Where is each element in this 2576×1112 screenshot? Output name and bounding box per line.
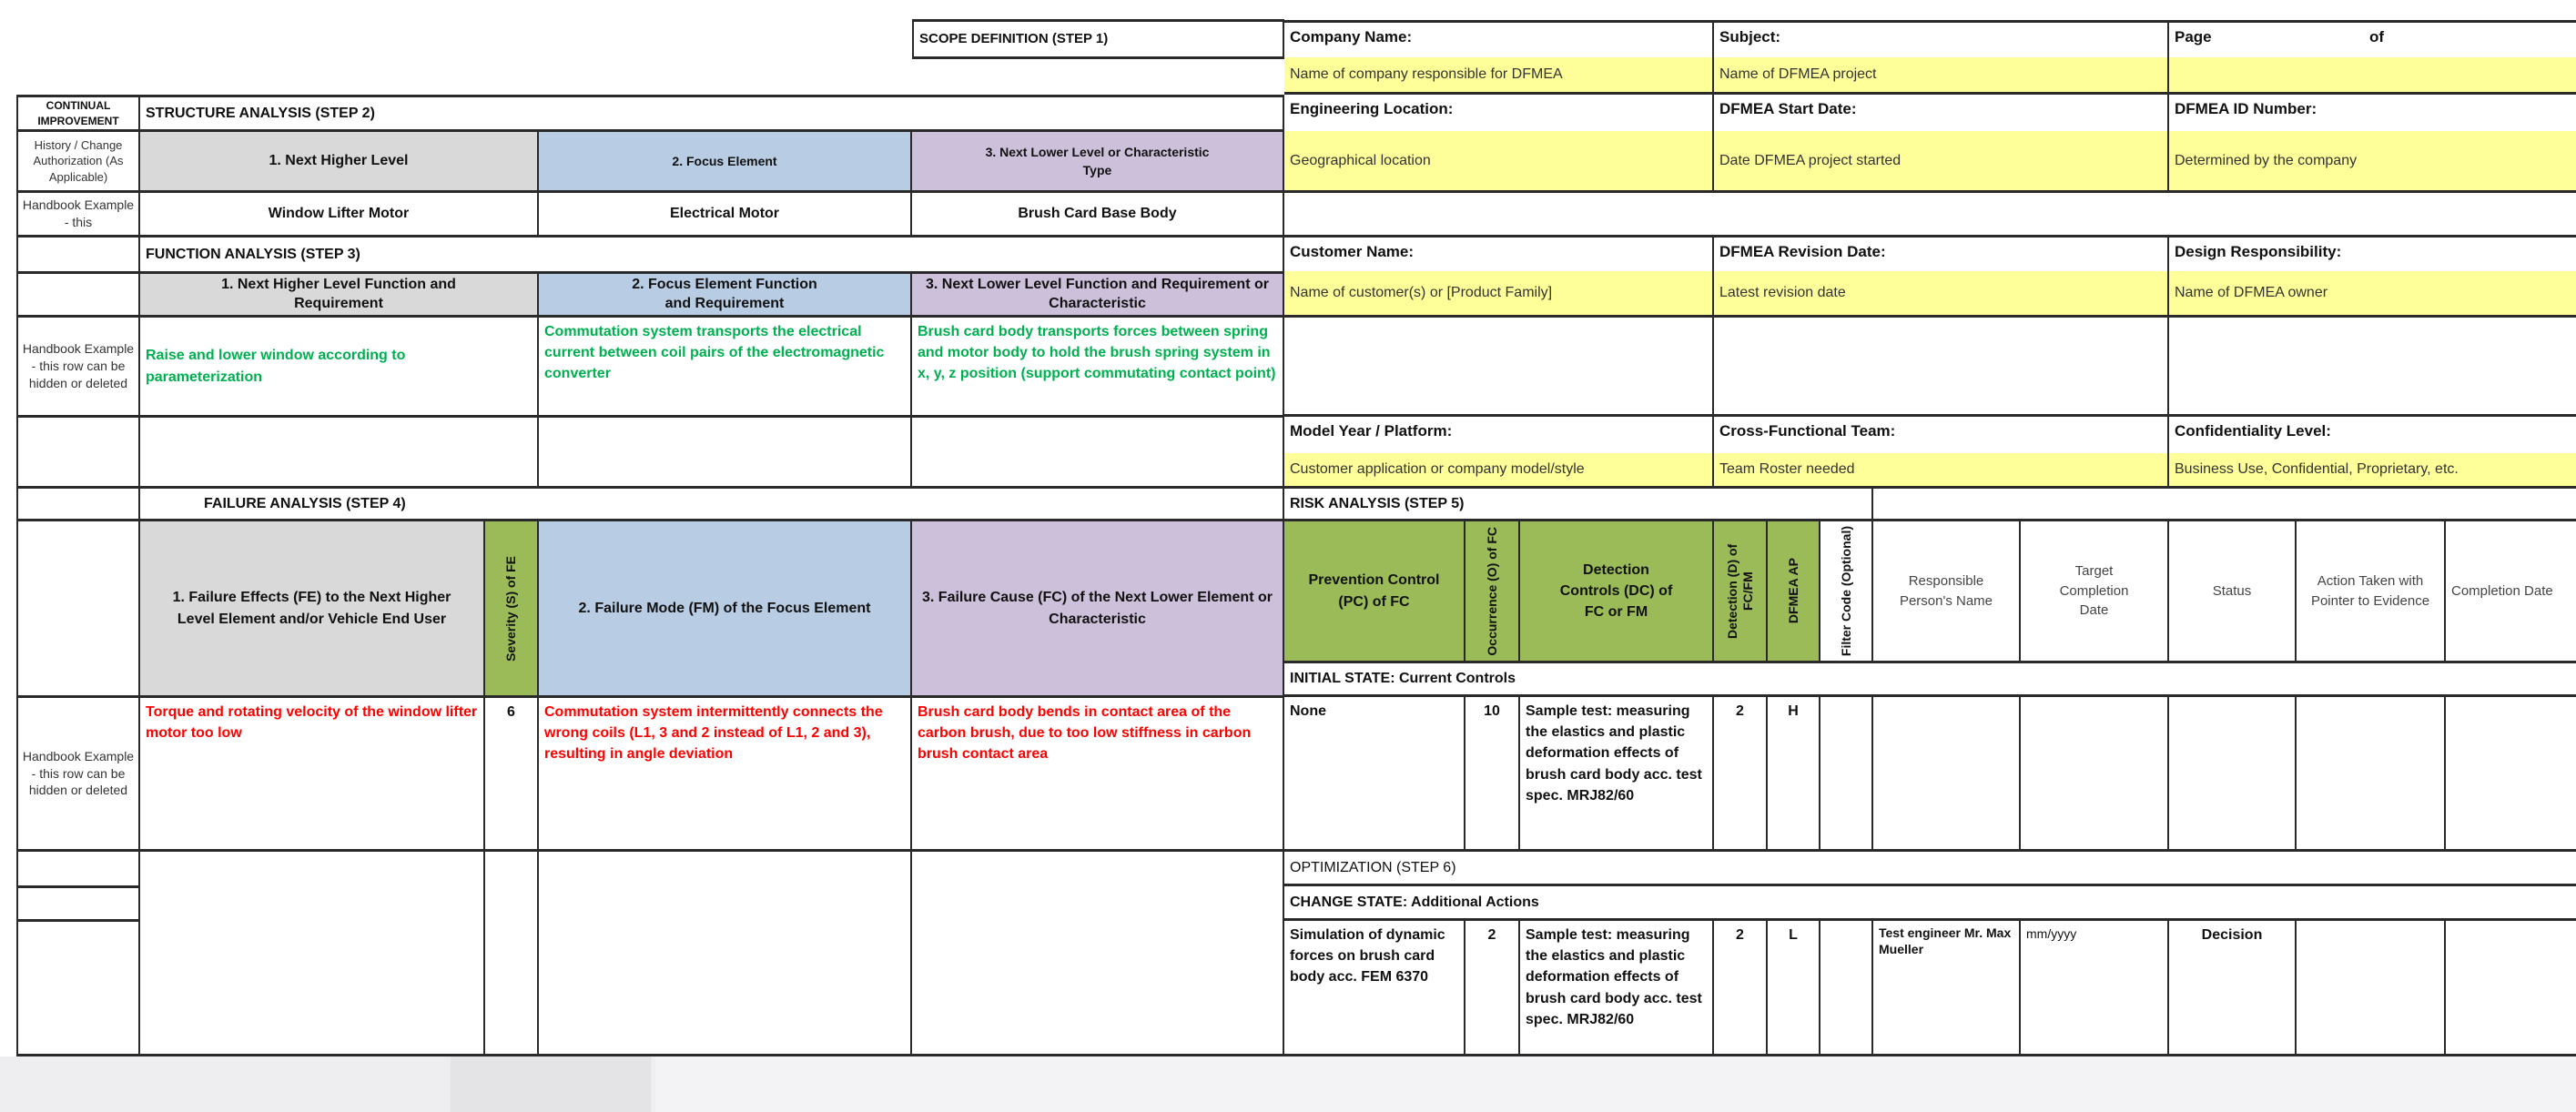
subject-field[interactable]: Name of DFMEA project (1714, 57, 2169, 95)
history-label: History / Change Authorization (As Applicable) (16, 132, 140, 193)
side-blank (16, 922, 140, 1056)
function-header-focus: 2. Focus Element Function and Requirement (539, 274, 912, 318)
function-value-focus: Commutation system transports the electrical current between coil pairs of the electromagnetic converter (539, 318, 912, 418)
model-year-label: Model Year / Platform: (1284, 417, 1714, 453)
company-name-field[interactable]: Name of company responsible for DFMEA (1284, 57, 1714, 95)
initial-ap-value: H (1768, 697, 1820, 852)
confidentiality-label: Confidentiality Level: (2175, 422, 2331, 440)
change-detection-value: 2 (1714, 921, 1768, 1056)
failure-analysis-title: FAILURE ANALYSIS (STEP 4) (140, 489, 1284, 521)
model-year-field[interactable]: Customer application or company model/style (1284, 453, 1714, 489)
blank-cell (912, 418, 1284, 489)
page-of-text: of (2369, 28, 2385, 45)
function-value-higher: Raise and lower window according to parameterization (140, 318, 539, 418)
id-number-label: DFMEA ID Number: (2175, 100, 2317, 117)
company-name-label: Company Name: (1284, 20, 1714, 57)
side-blank (16, 274, 140, 318)
page-field[interactable] (2169, 57, 2576, 95)
page-text: Page (2175, 28, 2212, 45)
initial-detection-value: 2 (1714, 697, 1768, 852)
initial-detection-controls-value: Sample test: measuring the elastics and plastic deformation effects of brush card body acc. test spec. MRJ82/60 (1520, 697, 1714, 852)
risk-header-detection-controls: Detection Controls (DC) of FC or FM (1520, 521, 1714, 663)
structure-value-focus: Electrical Motor (539, 193, 912, 238)
initial-action-cell (2297, 697, 2446, 852)
change-occurrence-value: 2 (1465, 921, 1520, 1056)
change-action-cell (2297, 921, 2446, 1056)
blank-cell (1284, 318, 1714, 417)
change-completion-cell (2446, 921, 2576, 1056)
failure-mode-value: Commutation system intermittently connects the wrong coils (L1, 3 and 2 instead of L1, 2 and 3), resulting in angle deviation (539, 698, 912, 852)
change-responsible-value: Test engineer Mr. Max Mueller (1873, 921, 2021, 1056)
structure-analysis-title: STRUCTURE ANALYSIS (STEP 2) (140, 95, 1284, 132)
initial-filter-cell (1820, 697, 1873, 852)
confidentiality-field[interactable]: Business Use, Confidential, Proprietary, etc. (2169, 453, 2576, 489)
change-filter-cell (1820, 921, 1873, 1056)
occurrence-header-text: Occurrence (O) of FC (1484, 526, 1499, 656)
risk-header-ap (1768, 521, 1820, 663)
structure-header-lower: 3. Next Lower Level or Characteristic Type (912, 132, 1284, 193)
blank-cell (140, 418, 539, 489)
side-blank (16, 852, 140, 888)
design-responsibility-label: Design Responsibility: (2175, 243, 2342, 260)
change-prevention-value: Simulation of dynamic forces on brush card body acc. FEM 6370 (1284, 921, 1465, 1056)
change-target-value: mm/yyyy (2021, 921, 2169, 1056)
page-label (2169, 20, 2576, 57)
initial-target-cell (2021, 697, 2169, 852)
initial-state-title: INITIAL STATE: Current Controls (1284, 663, 2576, 697)
blank-cell (1873, 489, 2576, 521)
risk-header-prevention: Prevention Control (PC) of FC (1284, 521, 1465, 663)
structure-value-higher: Window Lifter Motor (140, 193, 539, 238)
risk-analysis-title: RISK ANALYSIS (STEP 5) (1284, 489, 1873, 521)
blank-cell (1284, 193, 2576, 238)
subject-label: Subject: (1714, 20, 2169, 57)
structure-header-focus: 2. Focus Element (539, 132, 912, 193)
start-date-label: DFMEA Start Date: (1714, 95, 2169, 131)
structure-value-lower: Brush Card Base Body (912, 193, 1284, 238)
structure-header-higher: 1. Next Higher Level (140, 132, 539, 193)
start-date-field[interactable]: Date DFMEA project started (1714, 131, 2169, 193)
header-completion-date: Completion Date (2446, 521, 2576, 663)
blank-cell (539, 852, 912, 1056)
failure-cause-value: Brush card body bends in contact area of the carbon brush, due to too low stiffness in carbon brush contact area (912, 698, 1284, 852)
failure-effect-value: Torque and rotating velocity of the window lifter motor too low (140, 698, 485, 852)
handbook-example-label: Handbook Example - this (16, 193, 140, 238)
optimization-title: OPTIMIZATION (STEP 6) (1284, 852, 2576, 886)
change-ap-value: L (1768, 921, 1820, 1056)
revision-date-field[interactable]: Latest revision date (1714, 271, 2169, 318)
blank-cell (140, 852, 485, 1056)
blank-cell (539, 418, 912, 489)
change-status-value: Decision (2169, 921, 2297, 1056)
risk-header-filter (1820, 521, 1873, 663)
handbook-example-label: Handbook Example - this row can be hidden or deleted (16, 698, 140, 852)
blank-cell (485, 852, 539, 1056)
side-blank (16, 418, 140, 489)
blank-cell (1714, 318, 2169, 417)
team-field[interactable]: Team Roster needed (1714, 453, 2169, 489)
failure-header-fm: 2. Failure Mode (FM) of the Focus Element (539, 521, 912, 698)
continual-improvement-label: CONTINUAL IMPROVEMENT (16, 95, 140, 132)
customer-name-field[interactable]: Name of customer(s) or [Product Family] (1284, 271, 1714, 318)
risk-header-detection (1714, 521, 1768, 663)
engineering-location-field[interactable]: Geographical location (1284, 131, 1714, 193)
function-value-lower: Brush card body transports forces between spring and motor body to hold the brush spring system in x, y, z position (support commutating contact point) (912, 318, 1284, 418)
initial-completion-cell (2446, 697, 2576, 852)
initial-occurrence-value: 10 (1465, 697, 1520, 852)
failure-header-fc: 3. Failure Cause (FC) of the Next Lower Element or Characteristic (912, 521, 1284, 698)
side-blank (16, 238, 140, 274)
header-target-date: Target Completion Date (2021, 521, 2169, 663)
function-header-lower: 3. Next Lower Level Function and Requirement or Characteristic (912, 274, 1284, 318)
sheet-background-strip (0, 1056, 2576, 1112)
failure-header-fe: 1. Failure Effects (FE) to the Next Higher Level Element and/or Vehicle End User (140, 521, 485, 698)
failure-header-severity (485, 521, 539, 698)
severity-header-text: Severity (S) of FE (503, 555, 519, 662)
risk-header-occurrence (1465, 521, 1520, 663)
function-header-higher: 1. Next Higher Level Function and Requirement (140, 274, 539, 318)
design-responsibility-field[interactable]: Name of DFMEA owner (2169, 271, 2576, 318)
detection-header-text: Detection (D) of FC/FM (1724, 543, 1755, 639)
initial-prevention-value: None (1284, 697, 1465, 852)
handbook-example-label: Handbook Example - this row can be hidden or deleted (16, 318, 140, 418)
blank-cell (2169, 318, 2576, 417)
team-label: Cross-Functional Team: (1714, 417, 2169, 453)
customer-name-label: Customer Name: (1284, 238, 1714, 271)
function-analysis-title: FUNCTION ANALYSIS (STEP 3) (140, 238, 1284, 274)
ap-header-text: DFMEA AP (1785, 558, 1800, 624)
initial-responsible-cell (1873, 697, 2021, 852)
engineering-location-label: Engineering Location: (1284, 95, 1714, 131)
change-state-title: CHANGE STATE: Additional Actions (1284, 886, 2576, 921)
side-blank (16, 489, 140, 521)
severity-value: 6 (485, 698, 539, 852)
filter-header-text: Filter Code (Optional) (1838, 525, 1853, 657)
revision-date-label: DFMEA Revision Date: (1714, 238, 2169, 271)
initial-status-cell (2169, 697, 2297, 852)
header-action-taken: Action Taken with Pointer to Evidence (2297, 521, 2446, 663)
change-detection-controls-value: Sample test: measuring the elastics and plastic deformation effects of brush card body acc. test spec. MRJ82/60 (1520, 921, 1714, 1056)
header-responsible: Responsible Person's Name (1873, 521, 2021, 663)
scope-definition-title: SCOPE DEFINITION (STEP 1) (912, 19, 1284, 59)
id-number-field[interactable]: Determined by the company (2169, 131, 2576, 193)
blank-cell (912, 852, 1284, 1056)
side-blank (16, 888, 140, 922)
side-blank (16, 521, 140, 698)
header-status: Status (2169, 521, 2297, 663)
